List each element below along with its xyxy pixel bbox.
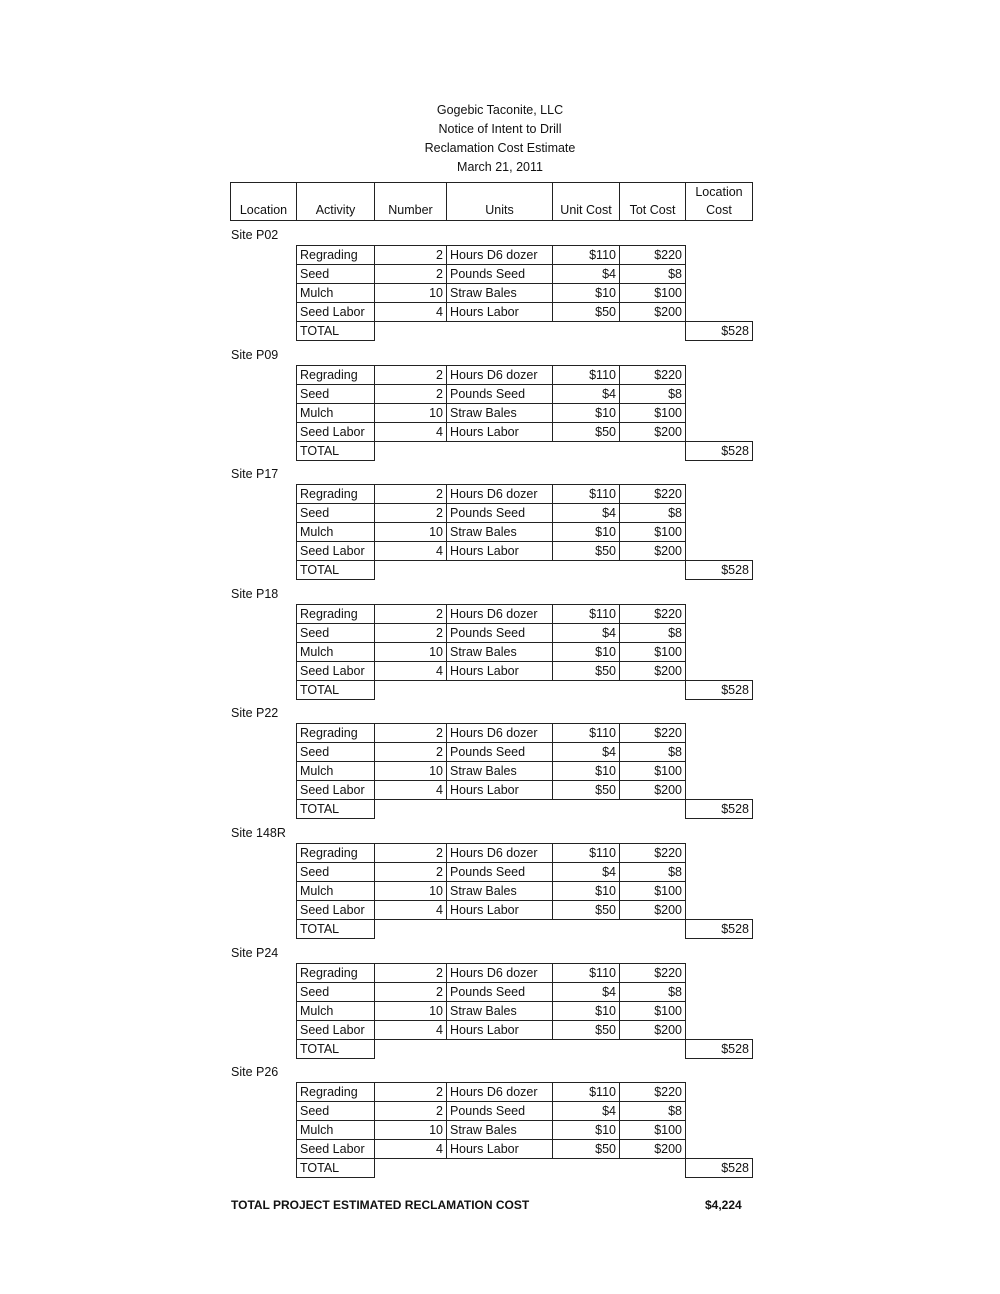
column-header [230,182,297,221]
unit-cost-cell: $4 [552,503,620,523]
activity-cell: Seed Labor [296,1139,375,1159]
number-cell: 2 [374,843,447,863]
number-cell: 4 [374,422,447,442]
units-cell: Straw Bales [446,642,553,662]
tot-cost-cell: $100 [619,522,686,542]
column-header-label: Number [388,203,433,217]
total-label: TOTAL [296,1039,375,1059]
unit-cost-cell: $10 [552,761,620,781]
tot-cost-cell: $8 [619,623,686,643]
tot-cost-cell: $200 [619,1139,686,1159]
site-label: Site P24 [231,945,279,960]
tot-cost-cell: $200 [619,900,686,920]
units-cell: Hours D6 dozer [446,963,553,983]
activity-cell: Mulch [296,642,375,662]
tot-cost-cell: $100 [619,1001,686,1021]
unit-cost-cell: $110 [552,1082,620,1102]
grand-total-value: $4,224 [705,1198,742,1212]
column-header [685,182,753,221]
tot-cost-cell: $220 [619,1082,686,1102]
number-cell: 10 [374,1120,447,1140]
number-cell: 4 [374,661,447,681]
activity-cell: Seed [296,742,375,762]
location-cost-cell: $528 [685,321,753,341]
column-header-label: Units [485,203,514,217]
tot-cost-cell: $100 [619,642,686,662]
location-cost-cell: $528 [685,799,753,819]
activity-cell: Seed [296,1101,375,1121]
units-cell: Hours Labor [446,422,553,442]
unit-cost-cell: $10 [552,1120,620,1140]
tot-cost-cell: $8 [619,742,686,762]
unit-cost-cell: $10 [552,522,620,542]
column-header [446,182,553,221]
activity-cell: Seed Labor [296,661,375,681]
number-cell: 4 [374,1139,447,1159]
tot-cost-cell: $8 [619,503,686,523]
number-cell: 2 [374,503,447,523]
unit-cost-cell: $50 [552,900,620,920]
activity-cell: Regrading [296,604,375,624]
units-cell: Straw Bales [446,522,553,542]
units-cell: Hours D6 dozer [446,604,553,624]
site-label: Site P22 [231,706,279,721]
number-cell: 2 [374,742,447,762]
activity-cell: Seed Labor [296,1020,375,1040]
activity-cell: Mulch [296,403,375,423]
unit-cost-cell: $10 [552,642,620,662]
number-cell: 2 [374,982,447,1002]
unit-cost-cell: $50 [552,780,620,800]
unit-cost-cell: $110 [552,484,620,504]
column-header [619,182,686,221]
number-cell: 2 [374,365,447,385]
tot-cost-cell: $200 [619,780,686,800]
column-header-label: Tot Cost [629,203,676,217]
number-cell: 10 [374,403,447,423]
tot-cost-cell: $200 [619,302,686,322]
total-label: TOTAL [296,441,375,461]
units-cell: Straw Bales [446,1001,553,1021]
activity-cell: Seed [296,264,375,284]
tot-cost-cell: $8 [619,264,686,284]
tot-cost-cell: $100 [619,283,686,303]
activity-cell: Regrading [296,365,375,385]
unit-cost-cell: $10 [552,881,620,901]
location-cost-cell: $528 [685,1039,753,1059]
tot-cost-cell: $220 [619,963,686,983]
activity-cell: Mulch [296,881,375,901]
activity-cell: Regrading [296,484,375,504]
units-cell: Hours Labor [446,1020,553,1040]
unit-cost-cell: $110 [552,843,620,863]
units-cell: Pounds Seed [446,862,553,882]
number-cell: 2 [374,623,447,643]
column-header [296,182,375,221]
column-header-label: Location [239,203,288,217]
number-cell: 4 [374,541,447,561]
number-cell: 4 [374,302,447,322]
unit-cost-cell: $50 [552,422,620,442]
site-label: Site P26 [231,1065,279,1080]
number-cell: 2 [374,1082,447,1102]
units-cell: Hours Labor [446,661,553,681]
units-cell: Hours Labor [446,541,553,561]
total-label: TOTAL [296,799,375,819]
number-cell: 2 [374,384,447,404]
document-title: Reclamation Cost Estimate [424,141,576,155]
units-cell: Straw Bales [446,761,553,781]
tot-cost-cell: $220 [619,604,686,624]
unit-cost-cell: $4 [552,384,620,404]
tot-cost-cell: $100 [619,881,686,901]
location-cost-cell: $528 [685,441,753,461]
activity-cell: Seed [296,862,375,882]
number-cell: 10 [374,283,447,303]
activity-cell: Seed Labor [296,541,375,561]
tot-cost-cell: $8 [619,1101,686,1121]
units-cell: Hours D6 dozer [446,843,553,863]
number-cell: 10 [374,881,447,901]
tot-cost-cell: $100 [619,403,686,423]
number-cell: 2 [374,862,447,882]
site-label: Site P18 [231,586,279,601]
activity-cell: Seed [296,623,375,643]
tot-cost-cell: $220 [619,484,686,504]
unit-cost-cell: $50 [552,661,620,681]
units-cell: Hours D6 dozer [446,245,553,265]
total-label: TOTAL [296,560,375,580]
tot-cost-cell: $8 [619,384,686,404]
number-cell: 2 [374,723,447,743]
activity-cell: Mulch [296,1001,375,1021]
units-cell: Hours Labor [446,780,553,800]
unit-cost-cell: $110 [552,245,620,265]
unit-cost-cell: $10 [552,403,620,423]
activity-cell: Seed Labor [296,780,375,800]
activity-cell: Mulch [296,283,375,303]
total-label: TOTAL [296,919,375,939]
activity-cell: Mulch [296,1120,375,1140]
number-cell: 2 [374,1101,447,1121]
units-cell: Straw Bales [446,283,553,303]
company-name: Gogebic Taconite, LLC [436,103,564,117]
number-cell: 4 [374,780,447,800]
tot-cost-cell: $220 [619,723,686,743]
activity-cell: Regrading [296,843,375,863]
activity-cell: Seed Labor [296,302,375,322]
tot-cost-cell: $220 [619,365,686,385]
column-header-label: Unit Cost [560,203,612,217]
activity-cell: Seed [296,384,375,404]
number-cell: 10 [374,522,447,542]
number-cell: 4 [374,900,447,920]
unit-cost-cell: $50 [552,302,620,322]
units-cell: Pounds Seed [446,384,553,404]
column-header-label: Activity [315,203,356,217]
number-cell: 2 [374,484,447,504]
units-cell: Hours D6 dozer [446,723,553,743]
site-label: Site P09 [231,347,279,362]
tot-cost-cell: $200 [619,1020,686,1040]
total-label: TOTAL [296,1158,375,1178]
number-cell: 2 [374,264,447,284]
unit-cost-cell: $110 [552,604,620,624]
unit-cost-cell: $110 [552,723,620,743]
units-cell: Straw Bales [446,1120,553,1140]
number-cell: 4 [374,1020,447,1040]
unit-cost-cell: $10 [552,283,620,303]
tot-cost-cell: $220 [619,245,686,265]
document-subtitle: Notice of Intent to Drill [438,122,562,136]
activity-cell: Seed Labor [296,422,375,442]
column-header [374,182,447,221]
units-cell: Hours Labor [446,900,553,920]
units-cell: Pounds Seed [446,264,553,284]
units-cell: Pounds Seed [446,623,553,643]
number-cell: 2 [374,245,447,265]
total-label: TOTAL [296,321,375,341]
tot-cost-cell: $8 [619,982,686,1002]
activity-cell: Seed [296,982,375,1002]
number-cell: 2 [374,963,447,983]
site-label: Site P02 [231,228,279,242]
unit-cost-cell: $4 [552,982,620,1002]
units-cell: Pounds Seed [446,503,553,523]
unit-cost-cell: $4 [552,862,620,882]
activity-cell: Seed [296,503,375,523]
number-cell: 2 [374,604,447,624]
units-cell: Hours Labor [446,302,553,322]
tot-cost-cell: $200 [619,661,686,681]
units-cell: Hours Labor [446,1139,553,1159]
unit-cost-cell: $4 [552,1101,620,1121]
unit-cost-cell: $50 [552,1139,620,1159]
units-cell: Straw Bales [446,403,553,423]
number-cell: 10 [374,761,447,781]
activity-cell: Regrading [296,723,375,743]
units-cell: Pounds Seed [446,1101,553,1121]
units-cell: Hours D6 dozer [446,365,553,385]
column-header [552,182,620,221]
unit-cost-cell: $4 [552,742,620,762]
unit-cost-cell: $110 [552,365,620,385]
tot-cost-cell: $200 [619,422,686,442]
site-label: Site P17 [231,467,279,482]
column-header-label: Location Cost [695,185,743,217]
tot-cost-cell: $8 [619,862,686,882]
activity-cell: Seed Labor [296,900,375,920]
location-cost-cell: $528 [685,560,753,580]
activity-cell: Mulch [296,761,375,781]
tot-cost-cell: $100 [619,1120,686,1140]
units-cell: Straw Bales [446,881,553,901]
document-date: March 21, 2011 [457,160,543,174]
unit-cost-cell: $10 [552,1001,620,1021]
units-cell: Pounds Seed [446,982,553,1002]
activity-cell: Regrading [296,245,375,265]
location-cost-cell: $528 [685,680,753,700]
grand-total-label: TOTAL PROJECT ESTIMATED RECLAMATION COST [231,1198,530,1212]
units-cell: Pounds Seed [446,742,553,762]
unit-cost-cell: $50 [552,1020,620,1040]
tot-cost-cell: $200 [619,541,686,561]
units-cell: Hours D6 dozer [446,1082,553,1102]
tot-cost-cell: $220 [619,843,686,863]
unit-cost-cell: $4 [552,264,620,284]
number-cell: 10 [374,642,447,662]
tot-cost-cell: $100 [619,761,686,781]
activity-cell: Regrading [296,1082,375,1102]
unit-cost-cell: $110 [552,963,620,983]
site-label: Site 148R [231,826,286,840]
location-cost-cell: $528 [685,919,753,939]
units-cell: Hours D6 dozer [446,484,553,504]
activity-cell: Mulch [296,522,375,542]
location-cost-cell: $528 [685,1158,753,1178]
total-label: TOTAL [296,680,375,700]
number-cell: 10 [374,1001,447,1021]
unit-cost-cell: $50 [552,541,620,561]
activity-cell: Regrading [296,963,375,983]
unit-cost-cell: $4 [552,623,620,643]
